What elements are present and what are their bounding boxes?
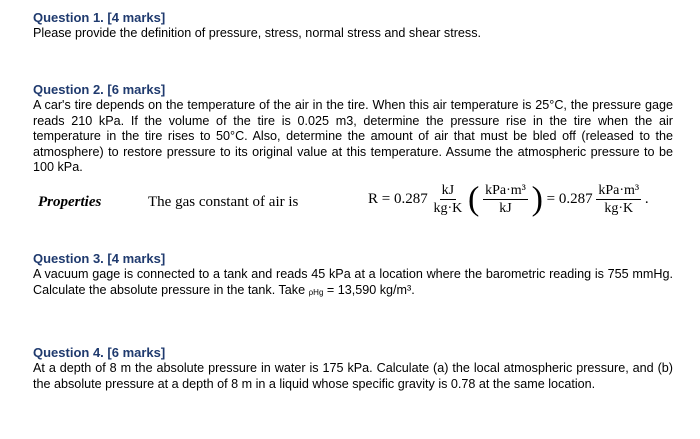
fraction-numerator: kPa·m³	[485, 183, 526, 198]
fraction-kj-per-kgk	[431, 182, 464, 217]
question-3	[33, 251, 673, 300]
question-3-body	[33, 267, 673, 300]
question-1-body: Please provide the definition of pressure, stress, normal stress and shear stress.	[33, 26, 481, 40]
fraction-numerator: kPa·m³	[598, 183, 640, 198]
question-2	[33, 82, 673, 176]
question-3-body-part-a: A vacuum gage is connected to a tank and reads 45 kPa at a location where the barometric reading is 755 mmHg. Calculate the absolute pressure in the tank. Take	[33, 267, 673, 297]
question-1-title: Question 1. [4 marks]	[33, 10, 166, 25]
gas-constant-expression	[368, 182, 649, 217]
question-3-body-part-b: = 13,590 kg/m³.	[323, 282, 415, 297]
fraction-numerator: kJ	[441, 183, 455, 198]
question-3-title: Question 3. [4 marks]	[33, 251, 166, 266]
fraction-denominator: kg·K	[433, 201, 463, 216]
question-1	[33, 10, 673, 42]
right-paren: )	[531, 180, 543, 218]
gas-constant-lhs: R = 0.287	[368, 191, 428, 207]
question-4	[33, 345, 673, 392]
question-2-body: A car's tire depends on the temperature of the air in the tire. When this air temperature is 25°C, the pressure gage reads 210 kPa. If the volume of the tire is 0.025 m3, determine the pressure rise in the tire when the air temperature in the tire rises to 50°C. Also, determine the amount of air that must be bled off (released to the atmosphere) to restore pressure to its original value at this temperature. Assume the atmospheric pressure to be 100 kPa.	[33, 98, 673, 174]
left-paren: (	[468, 180, 480, 218]
fraction-kpa-m3-per-kgk	[596, 182, 641, 217]
question-2-title: Question 2. [6 marks]	[33, 82, 166, 97]
properties-label: Properties	[38, 194, 102, 210]
question-4-body: At a depth of 8 m the absolute pressure in water is 175 kPa. Calculate (a) the local atmospheric pressure, and (b) the absolute pressure at a depth of 8 m in a liquid whose specific gravity is 0.78 at the same location.	[33, 361, 673, 391]
properties-lead-text: The gas constant of air is	[148, 194, 299, 210]
gas-constant-equals: = 0.287	[546, 191, 593, 207]
rho-hg-subscript: ρHg	[308, 287, 324, 297]
expression-period: .	[644, 191, 649, 207]
question-4-title: Question 4. [6 marks]	[33, 345, 166, 360]
properties-equation	[38, 182, 668, 228]
fraction-denominator: kg·K	[604, 201, 634, 216]
fraction-denominator: kJ	[499, 201, 512, 216]
fraction-kpa-m3-per-kj	[483, 182, 528, 217]
